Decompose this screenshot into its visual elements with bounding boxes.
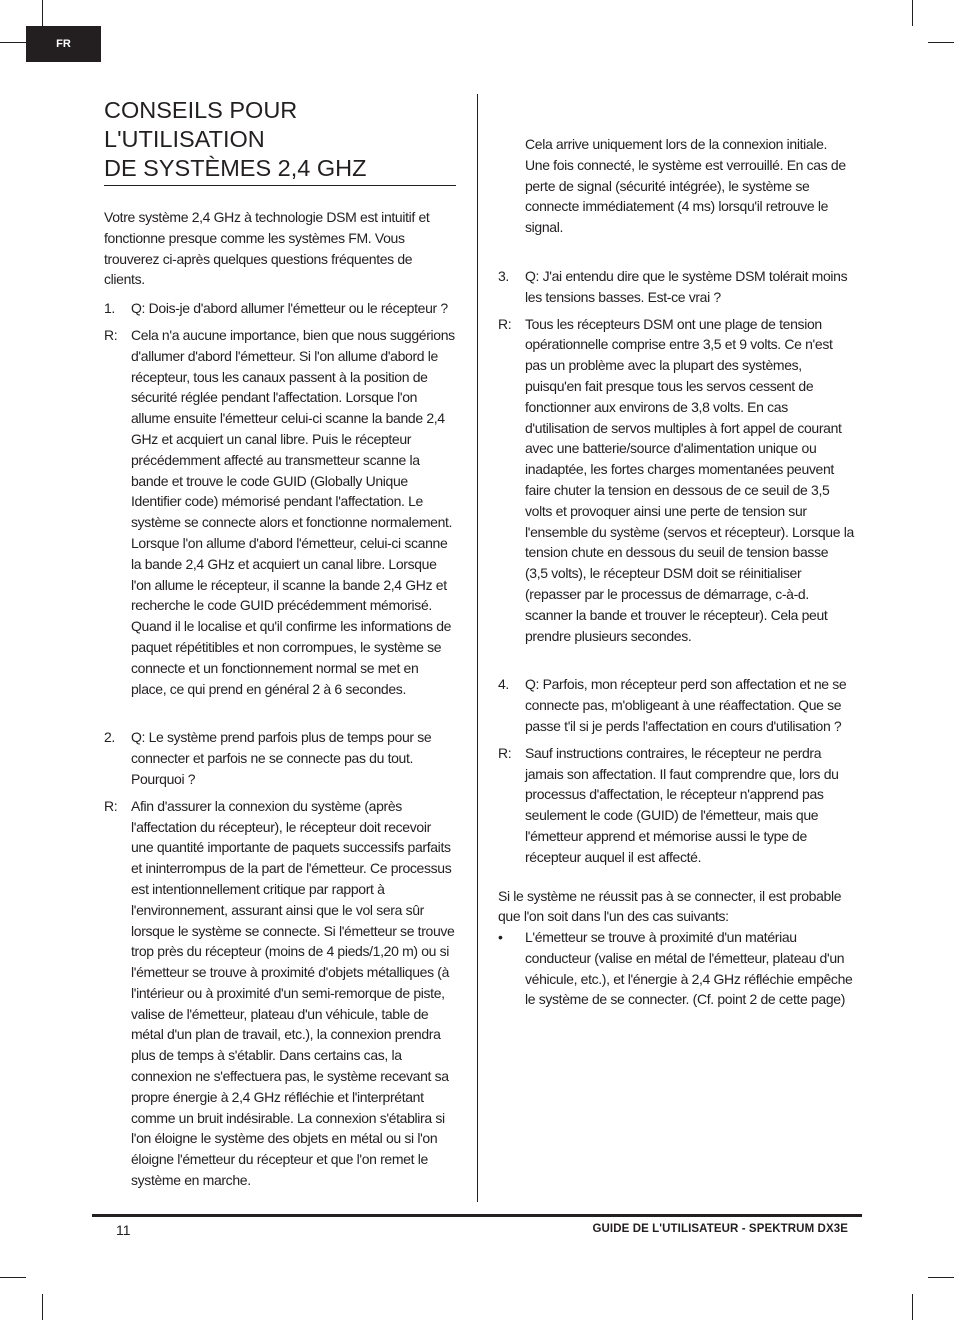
right-column	[498, 134, 854, 1010]
page-number: 11	[116, 1222, 131, 1238]
crop-mark	[0, 1277, 26, 1278]
question-1	[104, 298, 456, 319]
answer-text: Cela arrive uniquement lors de la connexion initiale. Une fois connecté, le système est verrouillé. En cas de perte de signal (sécurité intégrée), le système se connecte immédiatement (4 ms) lorsqu'il retrouve le signal.	[525, 136, 846, 236]
column-divider	[477, 94, 478, 1202]
crop-mark	[928, 1277, 954, 1278]
question-text: Q: Parfois, mon récepteur perd son affectation et ne se connecte pas, m'obligeant à une réaffectation. Que se passe t'il si je perds l'affectation en cours d'utilisation ?	[525, 676, 847, 734]
question-number: 2.	[104, 729, 115, 746]
answer-text: Tous les récepteurs DSM ont une plage de tension opérationnelle comprise entre 3,5 et 9 volts. Ce n'est pas un problème avec la plupart des systèmes, puisqu'en fait presque tous les servos cessent de fonctionner aux environs de 3,8 volts. En cas d'utilisation de servos multiples à fort appel de courant avec une batterie/source d'alimentation unique ou inadaptée, les fortes charges momentanées peuvent faire chuter la tension en dessous de ce seuil de 3,5 volts et provoquer ainsi une perte de tension sur l'ensemble du système (servos et récepteur). Lorsque la tension chute en dessous du seuil de tension basse (3,5 volts), le récepteur DSM doit se réinitialiser (repasser par le processus de démarrage, c-à-d. scanner la bande et trouver le récepteur). Cela peut prendre plusieurs secondes.	[525, 315, 854, 644]
answer-2	[104, 796, 456, 1191]
answer-label: R:	[498, 315, 512, 332]
answer-label: R:	[104, 326, 118, 343]
question-text: Q: Dois-je d'abord allumer l'émetteur ou le récepteur ?	[131, 300, 448, 317]
crop-mark	[912, 1294, 913, 1320]
page-title: CONSEILS POUR L'UTILISATION DE SYSTÈMES 2,4 GHZ	[104, 96, 456, 186]
crop-mark	[42, 0, 43, 26]
question-number: 4.	[498, 676, 509, 693]
crop-mark	[912, 0, 913, 26]
question-2	[104, 727, 456, 789]
guide-title: GUIDE DE L'UTILISATEUR - SPEKTRUM DX3E	[592, 1223, 848, 1235]
footer-rule	[92, 1214, 862, 1217]
crop-mark	[928, 42, 954, 43]
question-text: Q: Le système prend parfois plus de temps pour se connecter et parfois ne se connecte pas du tout. Pourquoi ?	[131, 729, 432, 787]
closing-paragraph: Si le système ne réussit pas à se connecter, il est probable que l'on soit dans l'un des cas suivants:	[498, 887, 842, 925]
answer-label: R:	[104, 797, 118, 814]
question-text: Q: J'ai entendu dire que le système DSM tolérait moins les tensions basses. Est-ce vrai ?	[525, 267, 848, 305]
crop-mark	[0, 42, 26, 43]
answer-text: Afin d'assurer la connexion du système (après l'affectation du récepteur), le récepteur doit recevoir une quantité importante de paquets successifs parfaits et ininterrompus de la part de l'émetteur. Ce processus est intentionnellement critique par rapport à l'environnement, assurant ainsi que le vol sera sûr lorsque le système se connecte. Si l'émetteur se trouve trop près du récepteur (moins de 4 pieds/1,20 m) ou si l'émetteur se trouve à proximité d'objets métalliques (à l'intérieur ou à proximité d'un semi-remorque de piste, valise de l'émetteur, plateau d'un véhicule, table de métal d'un plan de travail, etc.), la connexion prendra plus de temps à s'établir. Dans certains cas, la connexion ne s'effectuera pas, le système recevant sa propre énergie à 2,4 GHz réfléchie et l'interprétant comme un bruit indésirable. La connexion s'établira si l'on éloigne le système des objets en métal ou si l'on éloigne l'émetteur du récepteur et que l'on remet le système en marche.	[131, 797, 455, 1189]
answer-text: Sauf instructions contraires, le récepteur ne perdra jamais son affectation. Il faut comprendre que, lors du processus d'affectation, le récepteur n'apprend pas seulement le code (GUID) de l'émetteur, mais que l'émetteur apprend et mémorise aussi le type de récepteur auquel il est affecté.	[525, 744, 839, 865]
answer-3	[498, 314, 854, 647]
left-column	[104, 96, 456, 1191]
question-4	[498, 674, 854, 736]
answer-4	[498, 743, 854, 868]
intro-paragraph: Votre système 2,4 GHz à technologie DSM est intuitif et fonctionne presque comme les systèmes FM. Vous trouverez ci-après quelques questions fréquentes de clients.	[104, 209, 430, 288]
question-number: 1.	[104, 300, 115, 317]
answer-label: R:	[498, 744, 512, 761]
crop-mark	[42, 1294, 43, 1320]
bullet-text: L'émetteur se trouve à proximité d'un matériau conducteur (valise en métal de l'émetteur, plateau d'un véhicule, etc.), et l'énergie à 2,4 GHz réfléchie empêche le système de se connecter. (Cf. point 2 de cette page)	[525, 929, 853, 1008]
question-number: 3.	[498, 267, 509, 284]
bullet-item	[498, 927, 854, 1010]
bullet-icon: •	[498, 929, 503, 946]
answer-2-continued	[498, 134, 854, 238]
answer-text: Cela n'a aucune importance, bien que nous suggérions d'allumer d'abord l'émetteur. Si l'on allume d'abord le récepteur, tous les canaux passent à la position de sécurité réglée pendant l'affectation. Lorsque l'on allume ensuite l'émetteur celui-ci scanne la bande 2,4 GHz et acquiert un canal libre. Puis le récepteur précédemment affecté au transmetteur scanne la bande et trouve le code GUID (Globally Unique Identifier code) mémorisé pendant l'affectation. Le système se connecte alors et fonctionne normalement. Lorsque l'on allume d'abord l'émetteur, celui-ci scanne la bande 2,4 GHz et acquiert un canal libre. Lorsque l'on allume le récepteur, il scanne la bande 2,4 GHz et recherche le code GUID précédemment mémorisé. Quand il le localise et qu'il confirme les informations de paquet répétitibles et non corrompues, le système se connecte et un fonctionnement normal se met en place, ce qui prend en général 2 à 6 secondes.	[131, 326, 455, 697]
question-3	[498, 266, 854, 308]
answer-1	[104, 325, 456, 699]
language-tab: FR	[26, 26, 101, 62]
